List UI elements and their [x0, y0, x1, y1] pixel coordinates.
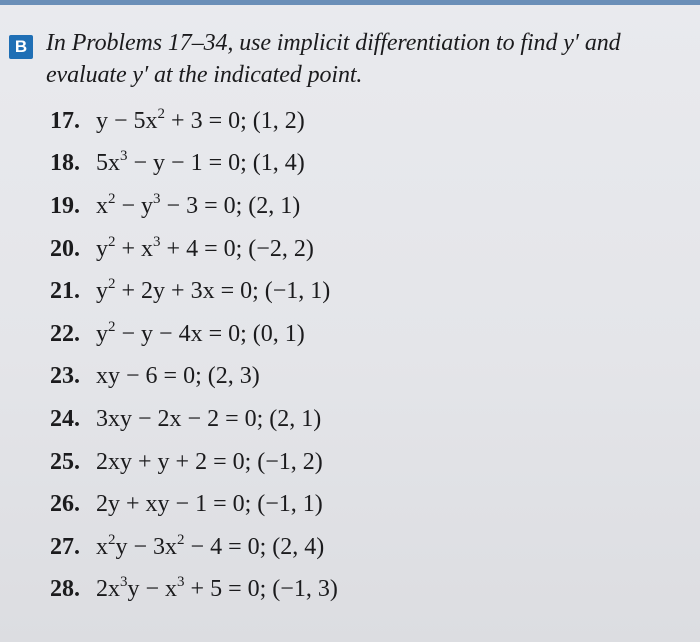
problem-equation: xy − 6 = 0; (2, 3) — [96, 363, 260, 390]
problem-list — [50, 100, 338, 611]
problem-number: 21. — [50, 278, 80, 305]
problem-number: 25. — [50, 448, 80, 475]
problem-equation: $y - 5x^2 + 3 = 0$; (1, 2) — [96, 105, 305, 134]
problem-24 — [50, 398, 338, 441]
problem-17 — [50, 100, 338, 143]
problem-equation: $2x^3y - x^3 + 5 = 0$; (−1, 3) — [96, 574, 338, 603]
problem-equation: 2xy + y + 2 = 0; (−1, 2) — [96, 448, 323, 475]
instruction-line-2: evaluate y′ at the indicated point. — [46, 62, 363, 88]
section-badge: B — [9, 35, 33, 59]
problem-20 — [50, 228, 338, 271]
problem-number: 22. — [50, 320, 80, 347]
problem-equation: $5x^3 - y - 1 = 0$; (1, 4) — [96, 148, 305, 177]
problem-number: 17. — [50, 107, 80, 134]
problem-26 — [50, 483, 338, 526]
problem-number: 24. — [50, 405, 80, 432]
problem-number: 18. — [50, 150, 80, 177]
problem-equation: $y^2 + x^3 + 4 = 0$; (−2, 2) — [96, 233, 314, 262]
problem-27 — [50, 526, 338, 569]
top-border — [0, 0, 700, 5]
problem-equation: $x^2 - y^3 - 3 = 0$; (2, 1) — [96, 190, 301, 219]
instruction-line-1: In Problems 17–34, use implicit differentiation to find y′ and — [46, 30, 621, 56]
problem-19 — [50, 185, 338, 228]
problem-equation: 3xy − 2x − 2 = 0; (2, 1) — [96, 405, 322, 432]
problem-number: 26. — [50, 491, 80, 518]
problem-23 — [50, 356, 338, 399]
problem-number: 19. — [50, 192, 80, 219]
problem-number: 20. — [50, 235, 80, 262]
problem-equation: $y^2 + 2y + 3x = 0$; (−1, 1) — [96, 276, 331, 305]
problem-number: 28. — [50, 576, 80, 603]
instruction-text — [46, 27, 691, 91]
problem-25 — [50, 441, 338, 484]
problem-18 — [50, 143, 338, 186]
problem-equation: $x^2y - 3x^2 - 4 = 0$; (2, 4) — [96, 531, 325, 560]
problem-22 — [50, 313, 338, 356]
problem-21 — [50, 270, 338, 313]
problem-number: 27. — [50, 533, 80, 560]
problem-28 — [50, 569, 338, 612]
problem-equation: $y^2 - y - 4x = 0$; (0, 1) — [96, 318, 305, 347]
problem-number: 23. — [50, 363, 80, 390]
problem-equation: 2y + xy − 1 = 0; (−1, 1) — [96, 491, 323, 518]
